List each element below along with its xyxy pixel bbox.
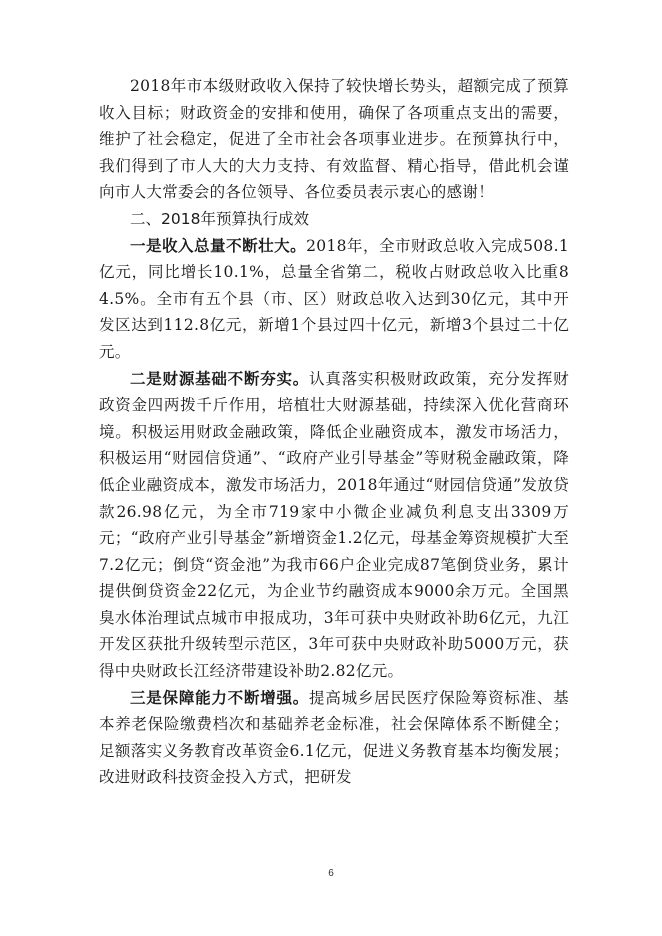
document-body xyxy=(99,73,569,791)
item-text-1: 2018年，全市财政总收入完成508.1亿元，同比增长10.1%，总量全省第二，税收占财政总收入比重84.5%。全市有五个县（市、区）财政总收入达到30亿元，其中开发区达到112.8亿元，新增1个县过四十亿元，新增3个县过二十亿元。 xyxy=(99,236,569,361)
item-lead-2: 二是财源基础不断夯实。 xyxy=(130,369,310,388)
intro-paragraph: 2018年市本级财政收入保持了较快增长势头，超额完成了预算收入目标；财政资金的安排和使用，确保了各项重点支出的需要，维护了社会稳定，促进了全市社会各项事业进步。在预算执行中，我们得到了市人大的大力支持、有效监督、精心指导，借此机会谨向市人大常委会的各位领导、各位委员表示衷心的感谢！ xyxy=(99,77,569,202)
item-lead-3: 三是保障能力不断增强。 xyxy=(130,688,310,707)
item-lead-1: 一是收入总量不断壮大。 xyxy=(130,236,307,255)
page-number: 6 xyxy=(328,868,334,879)
item-paragraph-3 xyxy=(99,685,569,791)
item-text-3: 提高城乡居民医疗保险筹资标准、基本养老保险缴费档次和基础养老金标准，社会保障体系不断健全；足额落实义务教育改革资金6.1亿元，促进义务教育基本均衡发展；改进财政科技资金投入方式，把研发 xyxy=(99,688,569,787)
section-heading: 二、2018年预算执行成效 xyxy=(130,209,309,228)
item-text-2: 认真落实积极财政政策，充分发挥财政资金四两拨千斤作用，培植壮大财源基础，持续深入优化营商环境。积极运用财政金融政策，降低企业融资成本，激发市场活力，积极运用“财园信贷通”、“政府产业引导基金”等财税金融政策，降低企业融资成本，激发市场活力，2018年通过“财园信贷通”发放贷款26.98亿元，为全市719家中小微企业减负利息支出3309万元；“政府产业引导基金”新增资金1.2亿元，母基金筹资规模扩大至7.2亿元；倒贷“资金池”为我市66户企业完成87笔倒贷业务，累计提供倒贷资金22亿元，为企业节约融资成本9000余万元。全国黑臭水体治理试点城市申报成功，3年可获中央财政补助6亿元，九江开发区获批升级转型示范区，3年可获中央财政补助5000万元，获得中央财政长江经济带建设补助2.82亿元。 xyxy=(99,369,569,681)
item-paragraph-1 xyxy=(99,233,569,366)
item-paragraph-2 xyxy=(99,366,569,685)
